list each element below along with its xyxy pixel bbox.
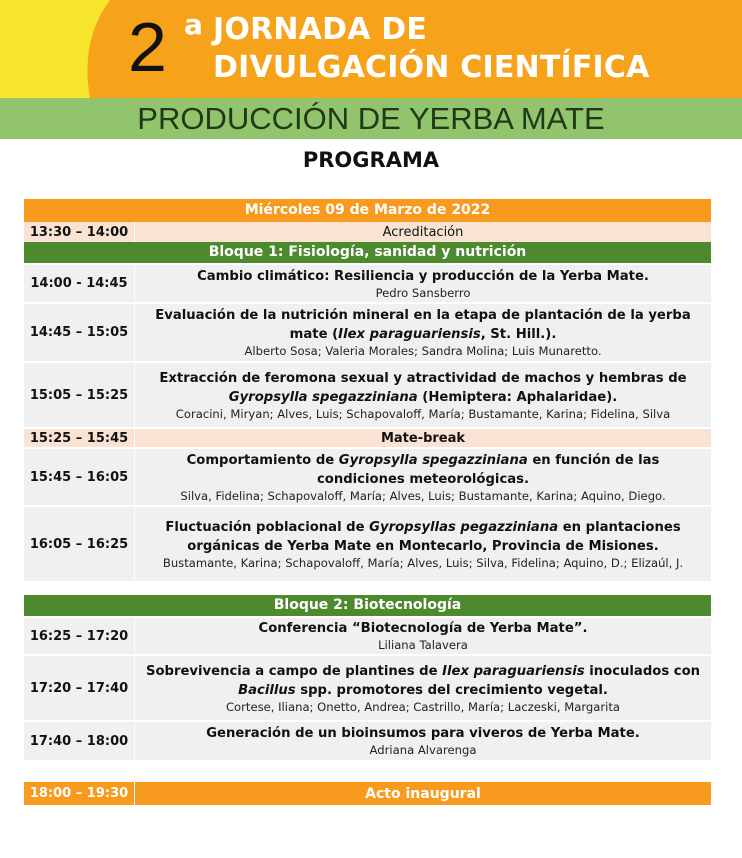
row-time: 18:00 – 19:30 bbox=[24, 782, 135, 805]
talk-authors: Cortese, Iliana; Onetto, Andrea; Castrillo, María; Laczeski, Margarita bbox=[225, 699, 621, 714]
block-2-rows bbox=[24, 616, 711, 760]
talk-title-text: en función de las condiciones meteorológicas. bbox=[316, 452, 660, 487]
table-row bbox=[24, 722, 711, 760]
talk-cell bbox=[135, 618, 711, 654]
subtitle-bar: PRODUCCIÓN DE YERBA MATE bbox=[0, 98, 742, 139]
block-1-rows bbox=[24, 263, 711, 581]
row-time: 16:25 – 17:20 bbox=[24, 618, 135, 654]
break-label: Mate-break bbox=[135, 429, 711, 447]
talk-authors: Silva, Fidelina; Schapovaloff, María; Alves, Luis; Bustamante, Karina; Aquino, Diego. bbox=[180, 488, 666, 503]
talk-title bbox=[141, 267, 705, 286]
row-time: 14:45 – 15:05 bbox=[24, 304, 135, 361]
talk-title-text: Evaluación de la nutrición mineral en la etapa de plantación de la yerba mate ( bbox=[155, 308, 691, 342]
talk-title bbox=[141, 369, 705, 407]
row-label: Acto inaugural bbox=[135, 782, 711, 805]
talk-cell bbox=[135, 304, 711, 361]
talk-authors: Pedro Sansberro bbox=[375, 285, 471, 300]
talk-cell bbox=[135, 656, 711, 720]
talk-title-text: inoculados con bbox=[584, 663, 701, 679]
species-name: Gyropsylla spegazziniana bbox=[338, 452, 528, 468]
table-row bbox=[24, 618, 711, 654]
talk-title-text: spp. promotores del crecimiento vegetal. bbox=[295, 682, 608, 698]
talk-authors: Coracini, Miryan; Alves, Luis; Schapovaloff, María; Bustamante, Karina; Fidelina, Silva bbox=[175, 406, 671, 421]
talk-title-text: en plantaciones orgánicas de Yerba Mate en Montecarlo, Provincia de Misiones. bbox=[187, 519, 681, 554]
talk-title-text: (Hemiptera: Aphalaridae). bbox=[417, 389, 618, 405]
talk-title-text: Extracción de feromona sexual y atractividad de machos y hembras de bbox=[159, 370, 687, 386]
row-time: 15:05 – 15:25 bbox=[24, 363, 135, 427]
title-line-2: DIVULGACIÓN CIENTÍFICA bbox=[213, 50, 650, 85]
talk-cell bbox=[135, 507, 711, 581]
row-time: 15:25 – 15:45 bbox=[24, 429, 135, 447]
talk-title-text: Comportamiento de bbox=[186, 452, 339, 468]
edition-number: 2 bbox=[128, 8, 167, 86]
species-name: Ilex paraguariensis bbox=[338, 327, 481, 342]
talk-cell bbox=[135, 722, 711, 760]
talk-title-text: Sobrevivencia a campo de plantines de bbox=[145, 663, 443, 679]
talk-title-text: Fluctuación poblacional de bbox=[165, 519, 370, 535]
table-row bbox=[24, 304, 711, 361]
table-row bbox=[24, 222, 711, 242]
day-header: Miércoles 09 de Marzo de 2022 bbox=[24, 199, 711, 222]
schedule-table bbox=[24, 199, 711, 805]
talk-title bbox=[141, 662, 705, 700]
table-row bbox=[24, 265, 711, 302]
talk-title bbox=[141, 619, 705, 638]
talk-authors: Adriana Alvarenga bbox=[369, 743, 477, 757]
row-time: 16:05 – 16:25 bbox=[24, 507, 135, 581]
talk-authors: Alberto Sosa; Valeria Morales; Sandra Molina; Luis Munaretto. bbox=[244, 344, 602, 358]
talk-authors: Bustamante, Karina; Schapovaloff, María; Alves, Luis; Silva, Fidelina; Aquino, D.; Elizaúl, J. bbox=[162, 555, 684, 570]
edition-superscript: a bbox=[184, 8, 203, 41]
species-name: Ilex paraguariensis bbox=[442, 663, 585, 679]
talk-title bbox=[141, 518, 705, 556]
talk-cell bbox=[135, 449, 711, 505]
row-time: 15:45 – 16:05 bbox=[24, 449, 135, 505]
species-name: Gyropsyllas pegazziniana bbox=[369, 519, 559, 535]
talk-cell bbox=[135, 265, 711, 302]
talk-title bbox=[141, 306, 705, 344]
talk-cell bbox=[135, 363, 711, 427]
table-row bbox=[24, 429, 711, 447]
species-name: Gyropsylla spegazziniana bbox=[228, 389, 418, 405]
row-time: 17:40 – 18:00 bbox=[24, 722, 135, 760]
talk-title-text: , St. Hill.). bbox=[480, 327, 557, 342]
block-1-header: Bloque 1: Fisiología, sanidad y nutrición bbox=[24, 242, 711, 263]
row-time: 13:30 – 14:00 bbox=[24, 222, 135, 242]
talk-title bbox=[141, 451, 705, 489]
table-row bbox=[24, 507, 711, 581]
talk-authors: Liliana Talavera bbox=[378, 638, 468, 652]
species-name: Bacillus bbox=[238, 682, 296, 698]
header-banner bbox=[0, 0, 742, 98]
title-line-1: JORNADA DE bbox=[213, 12, 428, 47]
talk-title bbox=[141, 724, 705, 743]
talk-title-text: Conferencia “Biotecnología de Yerba Mate”. bbox=[258, 621, 588, 636]
table-row bbox=[24, 782, 711, 805]
row-time: 14:00 - 14:45 bbox=[24, 265, 135, 302]
table-row bbox=[24, 656, 711, 720]
table-row bbox=[24, 363, 711, 427]
talk-title-text: Generación de un bioinsumos para viveros de Yerba Mate. bbox=[206, 726, 640, 741]
programa-heading: PROGRAMA bbox=[302, 148, 440, 172]
row-label: Acreditación bbox=[135, 222, 711, 242]
table-row bbox=[24, 449, 711, 505]
talk-title-text: Cambio climático: Resiliencia y producción de la Yerba Mate. bbox=[197, 268, 649, 284]
block-2-header: Bloque 2: Biotecnología bbox=[24, 595, 711, 616]
row-time: 17:20 – 17:40 bbox=[24, 656, 135, 720]
